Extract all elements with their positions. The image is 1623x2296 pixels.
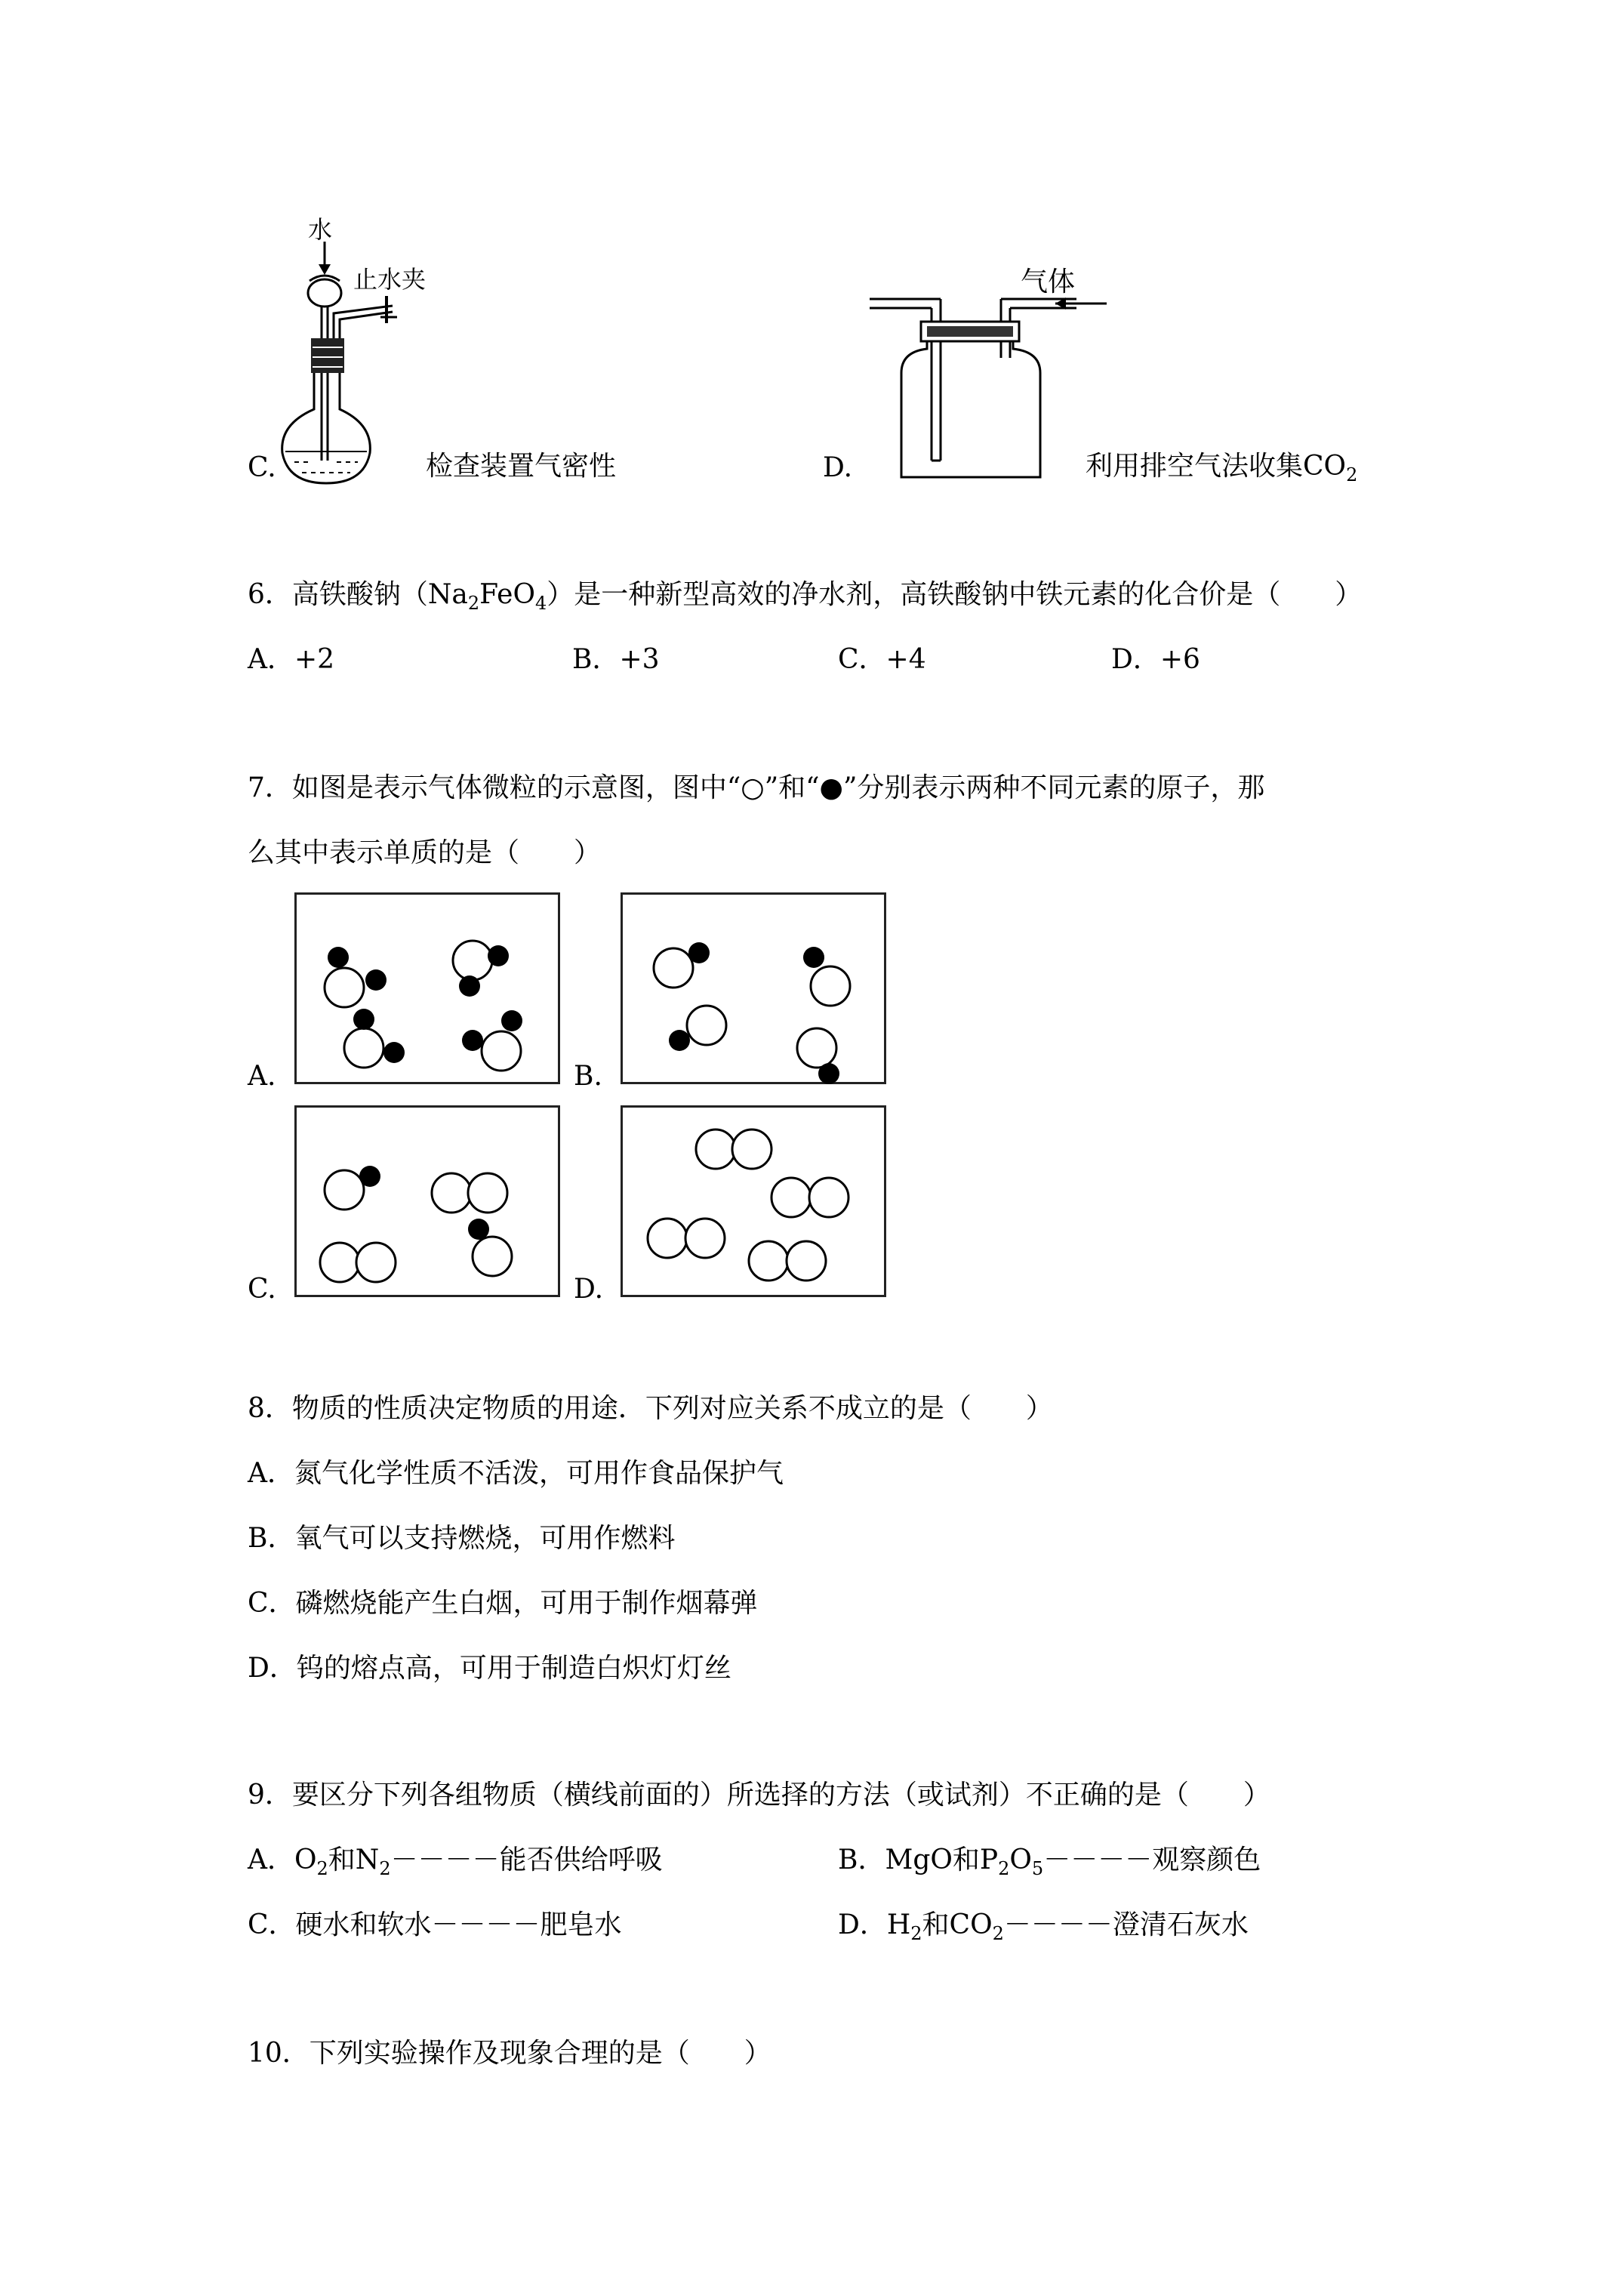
q8-option-c[interactable]: C．磷燃烧能产生白烟，可用于制作烟幕弹 bbox=[248, 1588, 758, 1619]
q7-option-a-label[interactable]: A. bbox=[248, 1061, 276, 1092]
q6-option-c[interactable]: C．+4 bbox=[838, 644, 926, 675]
q9-a-mid: 和N bbox=[328, 1845, 380, 1875]
gas-collection-bottle-figure bbox=[868, 279, 1110, 483]
q6-stem-part-a: 6．高铁酸钠（Na bbox=[248, 579, 468, 610]
q9-b-sub-2: 5 bbox=[1031, 1858, 1044, 1879]
q8-option-b[interactable]: B．氧气可以支持燃烧，可用作燃料 bbox=[248, 1523, 676, 1554]
q8-option-a[interactable]: A．氮气化学性质不活泼，可用作食品保护气 bbox=[248, 1458, 784, 1489]
q6-stem-part-b: FeO bbox=[479, 579, 535, 610]
q7-stem-line1: 7．如图是表示气体微粒的示意图，图中“○”和“●”分别表示两种不同元素的原子，那 bbox=[248, 772, 1265, 803]
q6-sub-2: 4 bbox=[534, 593, 547, 614]
q7-option-c-label[interactable]: C. bbox=[248, 1274, 276, 1305]
q6-stem bbox=[248, 578, 1362, 620]
q9-d-pre: D．H bbox=[838, 1909, 911, 1940]
q7-option-d-label[interactable]: D. bbox=[574, 1274, 604, 1305]
q9-a-sub-2: 2 bbox=[379, 1858, 391, 1879]
fig-label-water: 水 bbox=[308, 215, 333, 244]
q9-b-sub-1: 2 bbox=[998, 1858, 1010, 1879]
q9-a-pre: A．O bbox=[248, 1845, 317, 1875]
q9-option-d[interactable] bbox=[838, 1909, 1249, 1950]
q9-option-b[interactable] bbox=[838, 1844, 1261, 1885]
q6-sub-1: 2 bbox=[467, 593, 480, 614]
q9-a-sub-1: 2 bbox=[316, 1858, 328, 1879]
q6-option-d[interactable]: D．+6 bbox=[1111, 644, 1200, 675]
q6-stem-part-c: ）是一种新型高效的净水剂，高铁酸钠中铁元素的化合价是（ ） bbox=[547, 579, 1363, 610]
q6-option-a[interactable]: A．+2 bbox=[248, 644, 335, 675]
q9-d-sub-2: 2 bbox=[992, 1923, 1004, 1944]
q9-option-a[interactable] bbox=[248, 1844, 663, 1885]
q9-option-c[interactable]: C．硬水和软水－－－－肥皂水 bbox=[248, 1909, 622, 1940]
option-c-caption: 检查装置气密性 bbox=[426, 451, 617, 482]
fig-label-clamp: 止水夹 bbox=[353, 265, 427, 294]
option-c-label: C. bbox=[248, 452, 276, 483]
option-d-caption-text: 利用排空气法收集CO bbox=[1086, 451, 1347, 482]
fig-label-gas: 气体 bbox=[1021, 267, 1076, 297]
q8-option-d[interactable]: D．钨的熔点高，可用于制造白炽灯灯丝 bbox=[248, 1653, 731, 1684]
q7-stem-line2: 么其中表示单质的是（ ） bbox=[248, 837, 602, 868]
q9-d-post: －－－－澄清石灰水 bbox=[1003, 1909, 1249, 1940]
q9-stem: 9．要区分下列各组物质（横线前面的）所选择的方法（或试剂）不正确的是（ ） bbox=[248, 1780, 1270, 1811]
airtightness-apparatus-figure bbox=[279, 211, 445, 483]
q7-option-b-label[interactable]: B. bbox=[574, 1061, 602, 1092]
q9-b-mid: O bbox=[1009, 1845, 1032, 1875]
q6-option-b[interactable]: B．+3 bbox=[572, 644, 660, 675]
q7-particle-box-c bbox=[294, 1105, 560, 1297]
q8-stem: 8．物质的性质决定物质的用途．下列对应关系不成立的是（ ） bbox=[248, 1393, 1053, 1424]
q9-a-post: －－－－能否供给呼吸 bbox=[390, 1845, 663, 1875]
q7-particle-box-a bbox=[294, 892, 560, 1084]
q9-b-pre: B．MgO和P bbox=[838, 1845, 999, 1875]
q9-b-post: －－－－观察颜色 bbox=[1043, 1845, 1261, 1875]
q9-d-sub-1: 2 bbox=[910, 1923, 922, 1944]
option-d-caption-sub: 2 bbox=[1346, 464, 1358, 485]
option-d-label: D. bbox=[823, 452, 853, 483]
option-d-caption bbox=[1086, 450, 1357, 492]
q7-particle-box-b bbox=[621, 892, 886, 1084]
q7-particle-box-d bbox=[621, 1105, 886, 1297]
q9-d-mid: 和CO bbox=[922, 1909, 993, 1940]
q10-stem: 10．下列实验操作及现象合理的是（ ） bbox=[248, 2038, 771, 2069]
